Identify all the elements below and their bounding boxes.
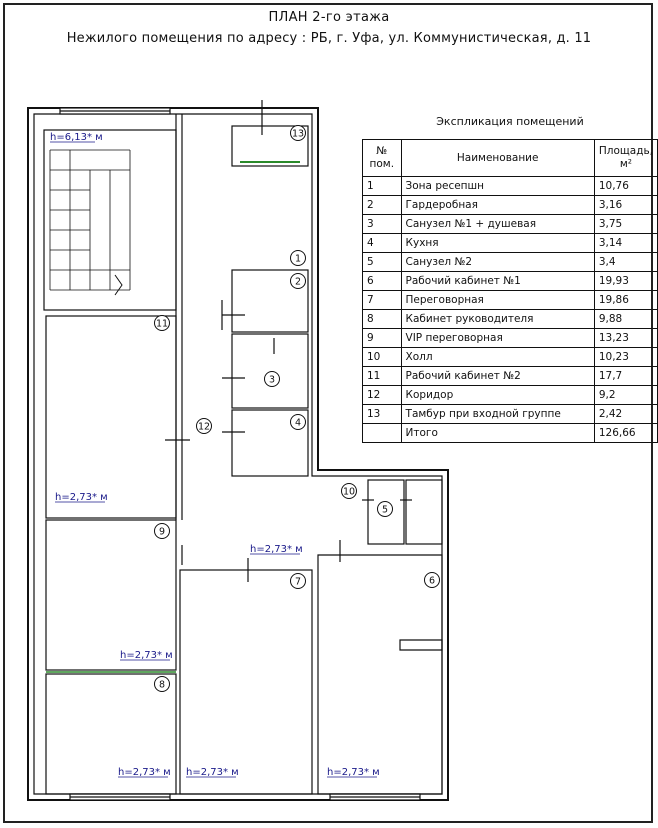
col-area-header: Площадь, м² — [594, 140, 657, 177]
explication-row: 10 Холл 10,23 — [363, 348, 658, 367]
room-marker-number: 6 — [428, 575, 436, 587]
room-marker-number: 8 — [158, 679, 166, 691]
explication-row: 2 Гардеробная 3,16 — [363, 196, 658, 215]
outer-wall-inner — [34, 114, 442, 794]
explication-row: 1 Зона ресепшн 10,76 — [363, 177, 658, 196]
room-3 — [232, 334, 308, 408]
height-label-room7: h=2,73* м — [186, 767, 239, 778]
room-11 — [46, 316, 176, 518]
col-name-header: Наименование — [401, 140, 594, 177]
room-7 — [180, 570, 312, 794]
explication-row: 4 Кухня 3,14 — [363, 234, 658, 253]
room-6 — [318, 555, 442, 794]
explication-total-row: Итого 126,66 — [363, 424, 658, 443]
room-marker-number: 4 — [294, 417, 302, 429]
explication-row: 6 Рабочий кабинет №1 19,93 — [363, 272, 658, 291]
room-9 — [46, 520, 176, 670]
room-marker-number: 9 — [158, 526, 166, 538]
plan-title: ПЛАН 2-го этажа — [268, 10, 390, 25]
height-label-room8: h=2,73* м — [118, 767, 171, 778]
outer-wall — [28, 108, 448, 800]
room-marker-number: 12 — [197, 421, 211, 433]
height-label-hall: h=2,73* м — [250, 544, 303, 555]
height-labels — [50, 132, 380, 778]
height-label-room9: h=2,73* м — [120, 650, 173, 661]
height-label-stair: h=6,13* м — [50, 132, 103, 143]
explication-row: 11 Рабочий кабинет №2 17,7 — [363, 367, 658, 386]
explication-row: 12 Коридор 9,2 — [363, 386, 658, 405]
explication-title: Экспликация помещений — [436, 115, 584, 128]
room-marker-number: 7 — [294, 576, 302, 588]
explication-row: 8 Кабинет руководителя 9,88 — [363, 310, 658, 329]
col-number-header: № пом. — [363, 140, 402, 177]
room-marker-number: 5 — [381, 504, 389, 516]
room-marker-number: 13 — [291, 128, 305, 140]
explication-row: 13 Тамбур при входной группе 2,42 — [363, 405, 658, 424]
room-marker-number: 1 — [294, 253, 302, 265]
room-marker-number: 2 — [294, 276, 302, 288]
explication-row: 9 VIP переговорная 13,23 — [363, 329, 658, 348]
room-marker-number: 3 — [268, 374, 276, 386]
explication-row: 5 Санузел №2 3,4 — [363, 253, 658, 272]
height-label-room6: h=2,73* м — [327, 767, 380, 778]
explication-row: 7 Переговорная 19,86 — [363, 291, 658, 310]
plan-subtitle: Нежилого помещения по адресу : РБ, г. Уфа, ул. Коммунистическая, д. 11 — [66, 31, 592, 46]
room-marker-number: 11 — [155, 318, 169, 330]
height-label-room11: h=2,73* м — [55, 492, 108, 503]
room-marker-number: 10 — [342, 486, 356, 498]
explication-row: 3 Санузел №1 + душевая 3,75 — [363, 215, 658, 234]
